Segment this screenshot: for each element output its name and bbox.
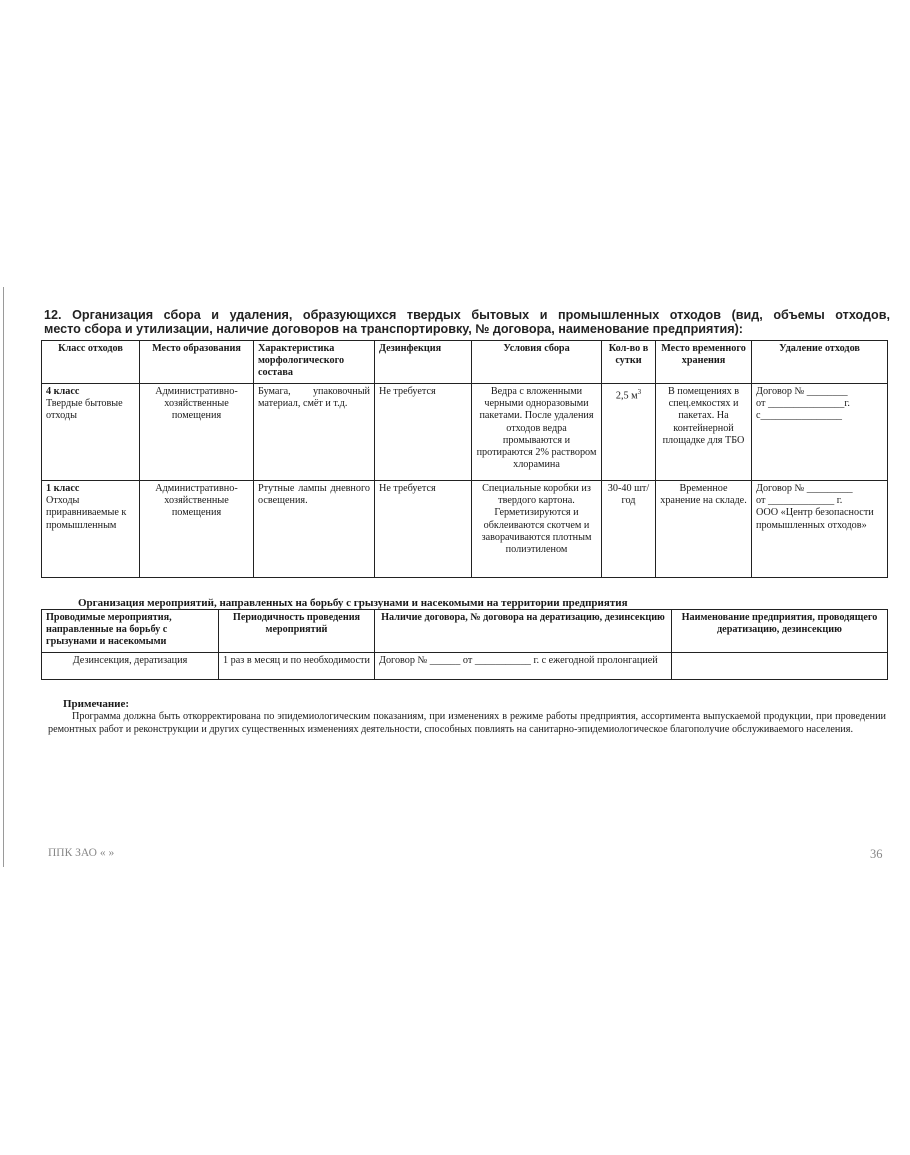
removal-contractor: с________________: [756, 410, 843, 422]
removal-contract-date: от _______________г.: [756, 398, 850, 410]
table-row: [42, 653, 888, 680]
waste-table: [41, 340, 888, 578]
temporary-storage-cell: В помещениях в спец.емкостях и пакетах. На контейнерной площадке для ТБО: [656, 384, 752, 481]
pest-contract-cell: Договор № ______ от ___________ г. с ежегодной пролонгацией: [375, 653, 672, 680]
waste-removal-cell: [752, 481, 888, 578]
origin-place-cell: Административно-хозяйственные помещения: [140, 481, 254, 578]
pest-activities-cell: Дезинсекция, дератизация: [42, 653, 219, 680]
table-row: [42, 481, 888, 578]
waste-table-header-row: [42, 341, 888, 384]
header-composition: Характеристика морфологического состава: [254, 341, 375, 384]
header-pest-frequency: Периодичность проведения мероприятий: [219, 610, 375, 653]
disinfection-cell: Не требуется: [375, 384, 472, 481]
temporary-storage-cell: Временное хранение на складе.: [656, 481, 752, 578]
header-disinfection: Дезинфекция: [375, 341, 472, 384]
waste-class-number: 1 класс: [46, 483, 80, 494]
composition-cell: Бумага, упаковочный материал, смёт и т.д.: [254, 384, 375, 481]
disinfection-cell: Не требуется: [375, 481, 472, 578]
waste-class-cell: [42, 481, 140, 578]
waste-class-number: 4 класс: [46, 386, 80, 397]
header-pest-company: Наименование предприятия, проводящего дератизацию, дезинсекцию: [672, 610, 888, 653]
pest-table-header-row: [42, 610, 888, 653]
daily-quantity-cell: [602, 481, 656, 578]
header-origin-place: Место образования: [140, 341, 254, 384]
waste-class-cell: [42, 384, 140, 481]
daily-quantity-value: 2,5 м: [615, 390, 638, 402]
page-edge-line: [3, 287, 4, 867]
pest-control-table: [41, 609, 888, 680]
removal-contract-number: Договор № _________: [756, 483, 853, 494]
section-heading-line-1: 12. Организация сбора и удаления, образующихся твердых бытовых и промышленных отходов (вид, объемы отходов,: [44, 308, 890, 322]
origin-place-cell: Административно-хозяйственные помещения: [140, 384, 254, 481]
header-collection-conditions: Условия сбора: [472, 341, 602, 384]
removal-contractor: ООО «Центр безопасности промышленных отходов»: [756, 507, 874, 531]
waste-class-name: Твердые бытовые отходы: [46, 398, 123, 422]
daily-quantity-value: 30-40 шт/год: [607, 483, 650, 507]
waste-removal-cell: [752, 384, 888, 481]
daily-quantity-exponent: 3: [637, 388, 642, 396]
header-pest-activities: Проводимые мероприятия, направленные на борьбу с грызунами и насекомыми: [42, 610, 219, 653]
note-text: Программа должна быть откорректирована по эпидемиологическим показаниям, при изменениях в режиме работы предприятия, ассортимента выпускаемой продукции, при проведении ремонтных работ и реконструкции и других существенных изменениях деятельности, способных повлиять на санитарно-эпидемиологическое благополучие обслуживаемого населения.: [48, 711, 886, 735]
removal-contract-number: Договор № ________: [756, 386, 848, 397]
header-daily-quantity: Кол-во в сутки: [602, 341, 656, 384]
section-heading-line-2: место сбора и утилизации, наличие договоров на транспортировку, № договора, наименование предприятия):: [44, 322, 743, 336]
header-waste-removal: Удаление отходов: [752, 341, 888, 384]
collection-conditions-cell: Ведра с вложенными черными одноразовыми пакетами. После удаления отходов ведра промываются и протираются 2% раствором хлорамина: [472, 384, 602, 481]
pest-company-cell: [672, 653, 888, 680]
waste-class-name: Отходы приравниваемые к промышленным: [46, 495, 127, 531]
header-pest-contract: Наличие договора, № договора на дератизацию, дезинсекцию: [375, 610, 672, 653]
daily-quantity-cell: [602, 384, 656, 481]
section-heading: [44, 308, 890, 336]
pest-control-title: Организация мероприятий, направленных на борьбу с грызунами и насекомыми на территории предприятия: [78, 597, 628, 609]
composition-cell: Ртутные лампы дневного освещения.: [254, 481, 375, 578]
pest-frequency-cell: 1 раз в месяц и по необходимости: [219, 653, 375, 680]
header-temporary-storage: Место временного хранения: [656, 341, 752, 384]
collection-conditions-cell: Специальные коробки из твердого картона. Герметизируются и обклеиваются скотчем и заворачиваются плотным полиэтиленом: [472, 481, 602, 578]
note-title: Примечание:: [63, 698, 130, 710]
footer-organization: ППК ЗАО « »: [48, 847, 115, 859]
page-number: 36: [870, 847, 883, 861]
table-row: [42, 384, 888, 481]
removal-contract-date: от _____________ г.: [756, 495, 843, 507]
header-waste-class: Класс отходов: [42, 341, 140, 384]
